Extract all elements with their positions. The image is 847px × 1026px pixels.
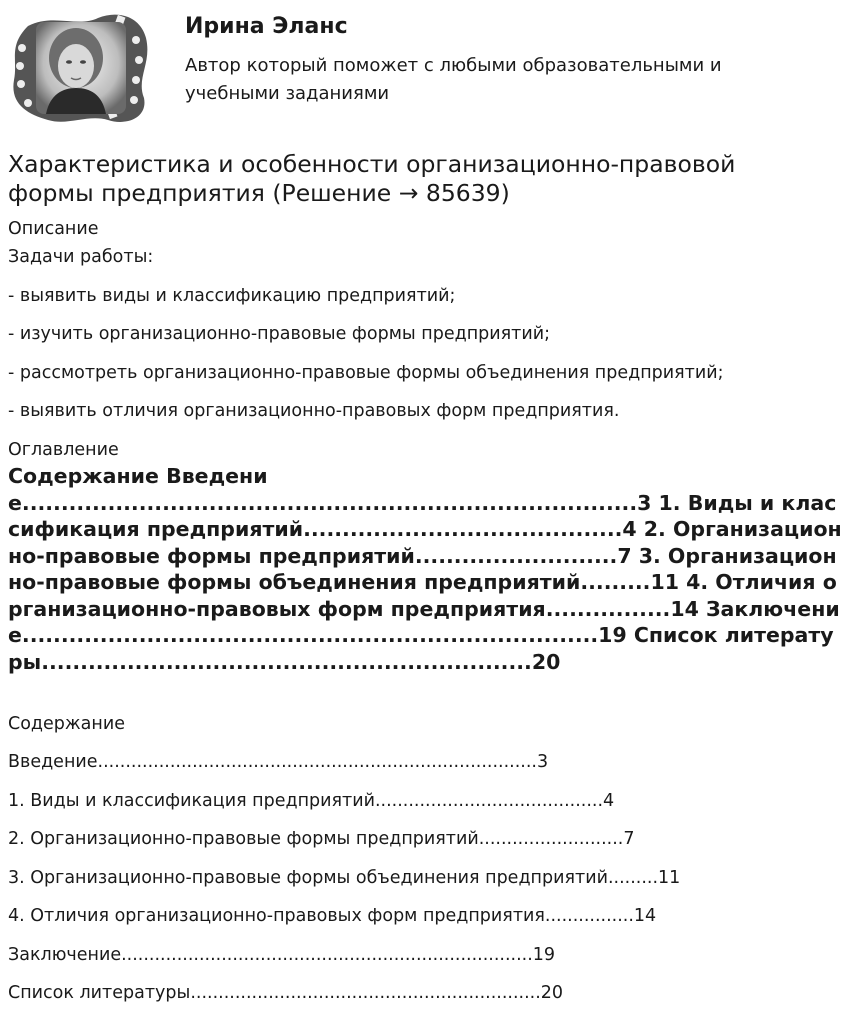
task-item: - рассмотреть организационно-правовые формы объединения предприятий; [8, 363, 724, 383]
document-title: Характеристика и особенности организационно-правовой формы предприятия (Решение → 85639) [8, 150, 736, 207]
description-heading: Описание [8, 219, 99, 239]
contents-line: Список литературы...............................................................20 [8, 983, 564, 1003]
toc-heading: Оглавление [8, 440, 119, 460]
author-card [8, 8, 838, 128]
contents-line: Введение...............................................................................3 [8, 752, 549, 772]
contents-line: Заключение..........................................................................19 [8, 945, 556, 965]
toc-bold-block: Содержание Введение...............................................................................3 1. Виды и классификация предприятий.........................................4 2. Организационно-правовые формы предприятий..........................7 3. Организационно-правовые формы объединения предприятий.........11 4. Отличия организационно-правовых форм предприятия................14 Заключение..........................................................................19 Список литературы...............................................................20 [8, 464, 842, 674]
tasks-heading: Задачи работы: [8, 247, 154, 267]
author-name[interactable]: Ирина Эланс [185, 14, 348, 39]
task-item: - изучить организационно-правовые формы предприятий; [8, 324, 550, 344]
author-description: Автор который поможет с любыми образовательными и учебными заданиями [185, 55, 722, 104]
contents-line: 2. Организационно-правовые формы предприятий..........................7 [8, 829, 635, 849]
contents-line: 3. Организационно-правовые формы объединения предприятий.........11 [8, 868, 681, 888]
task-item: - выявить виды и классификацию предприятий; [8, 286, 456, 306]
contents-line: 1. Виды и классификация предприятий.........................................4 [8, 791, 615, 811]
author-avatar-photo [8, 8, 150, 126]
contents-heading: Содержание [8, 714, 125, 734]
task-item: - выявить отличия организационно-правовых форм предприятия. [8, 401, 620, 421]
contents-line: 4. Отличия организационно-правовых форм предприятия................14 [8, 906, 657, 926]
